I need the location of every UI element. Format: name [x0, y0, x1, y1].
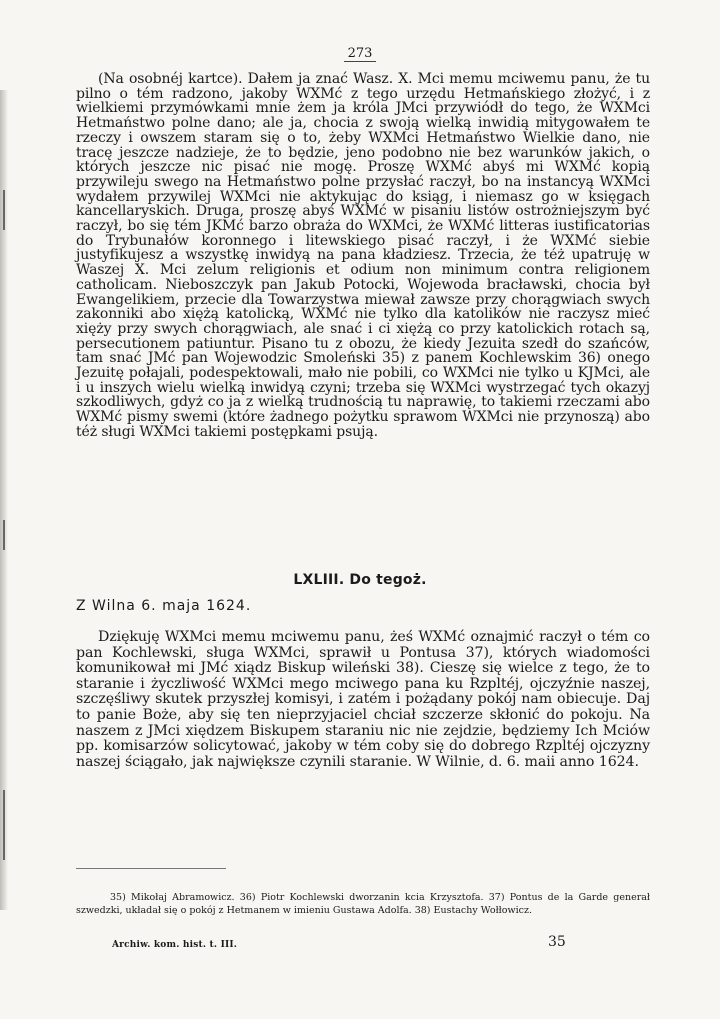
signature-mark: 35 — [548, 934, 566, 950]
footnote-text: 35) Mikołaj Abramowicz. 36) Piotr Kochlewski dworzanin kcia Krzysztofa. 37) Pontus de la Garde generał szwedzki, układał się o pokój z Hetmanem w imieniu Gustawa Adolfa. 38) Eustachy Wołłowicz. — [76, 892, 650, 916]
dateline: Z Wilna 6. maja 1624. — [76, 598, 252, 614]
archive-reference: Archiw. kom. hist. t. III. — [112, 940, 238, 950]
footnotes — [76, 892, 650, 917]
page-number: 273 — [0, 46, 720, 61]
gutter-mark — [3, 190, 5, 230]
section-title: LXLIII. Do tegoż. — [293, 572, 427, 588]
letter-body-previous — [76, 72, 650, 440]
letter-body — [76, 630, 650, 770]
paragraph-letter: Dziękuję WXMci memu mciwemu panu, żeś WXMć oznajmić raczył o tém co pan Kochlewski, sługa WXMci, sprawił u Pontusa 37), których wiadomości komunikował mi JMć xiądz Biskup wileński 38). Cieszę się wielce z tego, że to staranie i życzliwość WXMci mego mciwego pana ku Rzpltéj, ojczyźnie naszej, szczęśliwy skutek przyszłej komisyi, i zatém i pożądany pokój nam obiecuje. Daj to panie Boże, aby się ten nieprzyjaciel chciał szczerze skłonić do pokoju. Na naszem z JMci xiędzem Biskupem staraniu nic nie zejdzie, będziemy Ich Mciów pp. komisarzów solicytować, jakoby w tém coby się do dobrego Rzpltéj ojczyzny naszej ściągało, jak największe czynili staranie. W Wilnie, d. 6. maii anno 1624. — [76, 629, 650, 770]
paragraph-note: (Na osobnéj kartce). Dałem ja znać Wasz. X. Mci memu mciwemu panu, że tu pilno o tém radzono, jakoby WXMć z tego urzędu Hetmańskiego złożyć, i z wielkiemi przymówkami mnie żem ja króla JMci przywiódł do tego, że WXMci Hetmaństwo polne dano; ale ja, chocia z swoją wielką inwidią mitygowałem te rzeczy i owszem staram się o to, żeby WXMci Hetmaństwo Wielkie dano, nie tracę jeszcze nadzieje, że to będzie, jeno podobno nie bez warunków jakich, o których jeszcze nic pisać nie mogę. Proszę WXMć abyś mi WXMć kopią przywileju swego na Hetmaństwo polne przysłać raczył, bo na instancyą WXMci wydałem przywilej WXMci nie aktykując do ksiąg, i niemasz go w księgach kancellaryskich. Druga, proszę abyś WXMć w pisaniu listów ostrożniejszym być raczył, bo się tém JKMć barzo obraża do WXMci, że WXMć litteras iustificatorias do Trybunałów koronnego i litewskiego pisać raczył, i że WXMć siebie justyfikujesz a wszystkę inwidyą na pana kładziesz. Trzecia, że téż upatruję w Waszej X. Mci zelum religionis et odium non minimum contra religionem catholicam. Nieboszczyk pan Jakub Potocki, Wojewoda bracławski, chocia był Ewangelikiem, przecie dla Towarzystwa miewał zawsze przy chorągwiach swych zakonniki abo xiężą katolicką, WXMć nie tylko dla katolików nie raczysz mieć xięży przy swych chorągwiach, ale snać i ci xiężą co przy katolickich rotach są, persecutionem patiuntur. Pisano tu z obozu, że kiedy Jezuita szedł do szańców, tam snać JMć pan Wojewodzic Smoleński 35) z panem Kochlewskim 36) onego Jezuitę połajali, podespektowali, mało nie pobili, co WXMci nie tylko u KJMci, ale i u inszych wielu wielką inwidyą czyni; trzeba się WXMci wystrzegać tych okazyj szkodliwych, gdyż co ja z wielką trudnością tu naprawię, to takiemi rzeczami abo WXMć pismy swemi (które żadnego pożytku sprawom WXMci nie przynoszą) abo téż sługi WXMci takiemi postępkami psują. — [76, 71, 650, 440]
gutter-mark — [3, 790, 5, 860]
footnote-divider — [76, 868, 226, 869]
gutter-mark — [3, 520, 5, 550]
